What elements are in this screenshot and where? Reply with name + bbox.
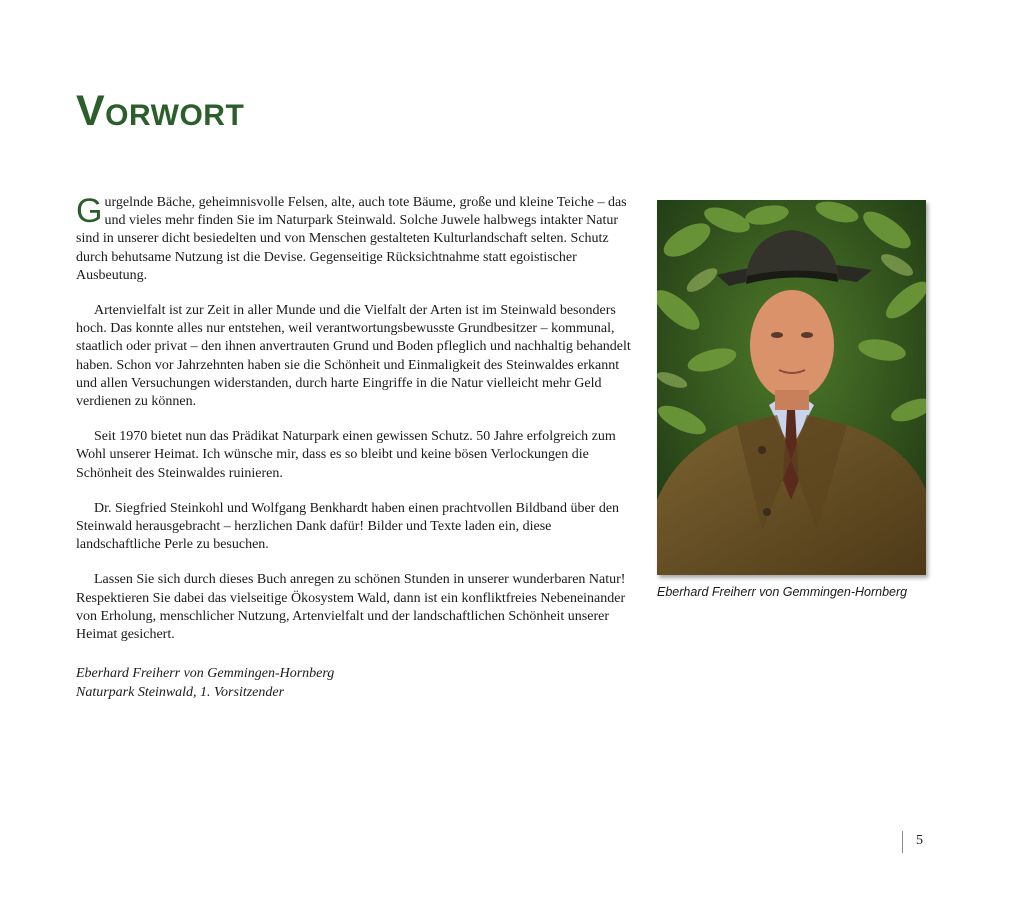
paragraph-5: Lassen Sie sich durch dieses Buch anregen zu schönen Stunden in unserer wunderbaren Natur! Respektieren Sie dabei das vielseitige Ökosystem Wald, dann ist ein konfliktfreies Nebeneinander von Erholung, menschlicher Nutzung, Artenvielfalt und der landschaftlichen Schönheit unserer Heimat gesichert. (76, 572, 626, 643)
foreword-text (76, 194, 634, 661)
photo-caption: Eberhard Freiherr von Gemmingen-Hornberg (657, 585, 908, 599)
paragraph-3: Seit 1970 bietet nun das Prädikat Naturpark einen gewissen Schutz. 50 Jahre erfolgreich zum Wohl unserer Heimat. Ich wünsche mir, dass es so bleibt und keine bösen Verlockungen die Schönheit des Steinwaldes ruinieren. (76, 429, 616, 481)
signature-role: Naturpark Steinwald, 1. Vorsitzender (76, 684, 285, 700)
paragraph-4: Dr. Siegfried Steinkohl und Wolfgang Benkhardt haben einen prachtvollen Bildband über den Steinwald herausgebracht – herzlichen Dank dafür! Bilder und Texte laden ein, diese landschaftliche Perle zu besuchen. (76, 500, 620, 553)
page-number: 5 (916, 833, 923, 848)
paragraph-1-text: urgelnde Bäche, geheimnisvolle Felsen, alte, auch tote Bäume, große und kleine Teiche – das und vieles mehr finden Sie im Naturpark Steinwald. Solche Juwele halbwegs intakter Natur sind in unserer dicht besiedelten und von Menschen gestalteten Kulturlandschaft selten. Schutz durch behutsame Nutzung ist die Devise. Gegenseitige Rücksichtnahme statt egoistischer Ausbeutung. (76, 195, 627, 283)
paragraph-2: Artenvielfalt ist zur Zeit in aller Munde und die Vielfalt der Arten ist im Steinwald besonders hoch. Das konnte alles nur entstehen, weil verantwortungsbewusste Grundbesitzer – kommunal, staatlich oder privat – den ihnen anvertrauten Grund und Boden pfleglich und nachhaltig behandelt haben. Schon vor Jahrzehnten haben sie die Schönheit und Einmaligkeit des Steinwaldes erkannt und allen Versuchungen widerstanden, durch harte Eingriffe in die Natur vielleicht mehr Geld verdienen zu können. (76, 303, 631, 410)
page-number-divider (902, 831, 903, 853)
signature-block (76, 665, 334, 702)
paragraph-1 (76, 194, 634, 285)
drop-cap: G (76, 192, 103, 230)
signature-name: Eberhard Freiherr von Gemmingen-Hornberg (76, 666, 335, 681)
portrait-image (657, 200, 926, 575)
portrait-photo (657, 200, 926, 575)
page-title: Vorwort (76, 87, 245, 135)
